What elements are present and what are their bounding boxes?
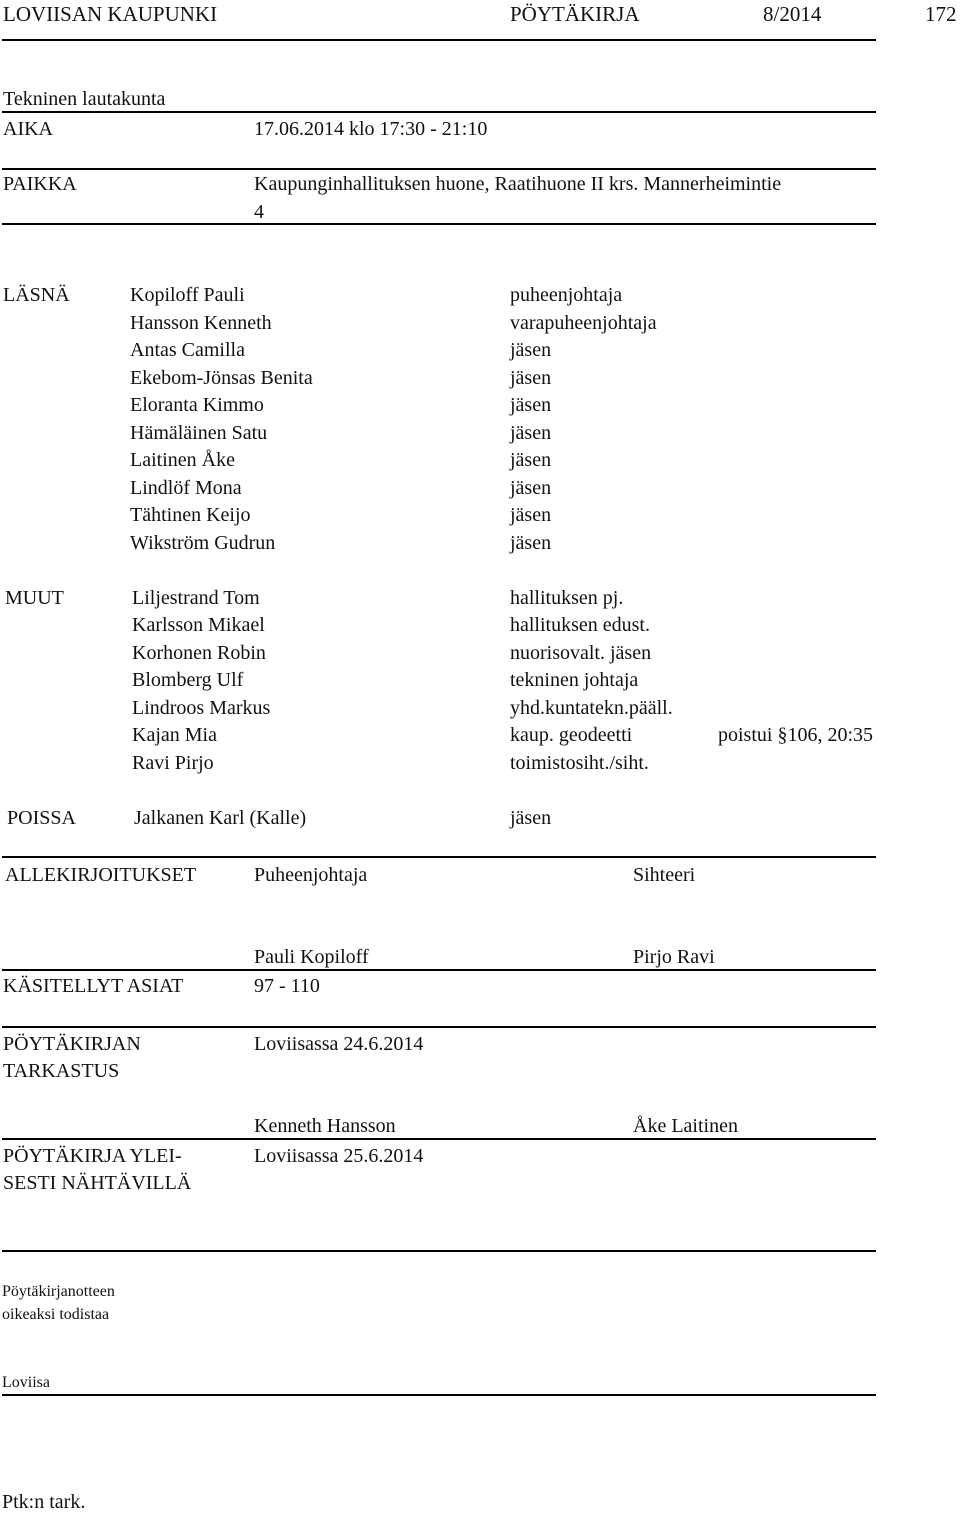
member-name: Hämäläinen Satu <box>130 422 268 444</box>
member-name: Ekebom-Jönsas Benita <box>130 367 313 389</box>
member-name: Tähtinen Keijo <box>130 504 251 526</box>
member-role: jäsen <box>510 394 552 416</box>
place-value: Kaupunginhallituksen huone, Raatihuone II krs. Mannerheimintie <box>254 173 782 195</box>
review-label-continued: TARKASTUS <box>3 1060 120 1082</box>
member-role: jäsen <box>510 504 552 526</box>
footer-place: Loviisa <box>2 1374 50 1391</box>
member-name: Antas Camilla <box>130 339 245 361</box>
public-label-continued: SESTI NÄHTÄVILLÄ <box>3 1172 192 1194</box>
member-role: hallituksen edust. <box>510 614 650 636</box>
certify-label: Pöytäkirjanotteen <box>2 1283 115 1300</box>
divider <box>2 856 876 858</box>
member-name: Karlsson Mikael <box>132 614 265 636</box>
member-role: puheenjohtaja <box>510 284 623 306</box>
footer-line <box>2 1394 876 1396</box>
member-name: Korhonen Robin <box>132 642 266 664</box>
chair-title: Puheenjohtaja <box>254 864 368 886</box>
absent-role: jäsen <box>510 807 552 829</box>
member-role: jäsen <box>510 477 552 499</box>
reviewer-name: Åke Laitinen <box>633 1115 738 1137</box>
member-name: Blomberg Ulf <box>132 669 244 691</box>
certify-label-continued: oikeaksi todistaa <box>2 1306 110 1323</box>
organization-name: LOVIISAN KAUPUNKI <box>3 2 218 26</box>
secretary-name: Pirjo Ravi <box>633 946 715 968</box>
reviewer-signature-line <box>2 1138 876 1140</box>
handled-value: 97 - 110 <box>254 975 320 997</box>
member-role: nuorisovalt. jäsen <box>510 642 652 664</box>
time-label: AIKA <box>3 118 53 140</box>
member-name: Liljestrand Tom <box>132 587 260 609</box>
member-role: jäsen <box>510 339 552 361</box>
member-name: Laitinen Åke <box>130 449 235 471</box>
chair-name: Pauli Kopiloff <box>254 946 369 968</box>
absent-name: Jalkanen Karl (Kalle) <box>134 807 307 829</box>
member-role: yhd.kuntatekn.pääll. <box>510 697 673 719</box>
member-name: Kopiloff Pauli <box>130 284 245 306</box>
member-note: poistui §106, 20:35 <box>718 724 874 746</box>
member-role: jäsen <box>510 449 552 471</box>
ptk-tark-label: Ptk:n tark. <box>2 1491 86 1513</box>
others-label: MUUT <box>5 587 64 609</box>
member-role: kaup. geodeetti <box>510 724 633 746</box>
member-name: Hansson Kenneth <box>130 312 272 334</box>
divider <box>2 1250 876 1252</box>
review-value: Loviisassa 24.6.2014 <box>254 1033 424 1055</box>
public-label: PÖYTÄKIRJA YLEI- <box>3 1145 182 1167</box>
public-value: Loviisassa 25.6.2014 <box>254 1145 424 1167</box>
divider <box>2 1026 876 1028</box>
absent-label: POISSA <box>7 807 76 829</box>
signatures-label: ALLEKIRJOITUKSET <box>5 864 197 886</box>
member-name: Kajan Mia <box>132 724 217 746</box>
member-role: hallituksen pj. <box>510 587 624 609</box>
place-value-continued: 4 <box>254 201 264 223</box>
member-name: Eloranta Kimmo <box>130 394 264 416</box>
member-role: varapuheenjohtaja <box>510 312 657 334</box>
divider <box>2 223 876 225</box>
reviewer-name: Kenneth Hansson <box>254 1115 396 1137</box>
member-role: toimistosiht./siht. <box>510 752 649 774</box>
divider <box>2 168 876 170</box>
document-type: PÖYTÄKIRJA <box>510 2 640 26</box>
member-role: jäsen <box>510 422 552 444</box>
committee-name: Tekninen lautakunta <box>3 88 166 110</box>
time-value: 17.06.2014 klo 17:30 - 21:10 <box>254 118 488 140</box>
present-label: LÄSNÄ <box>3 284 70 306</box>
member-name: Lindroos Markus <box>132 697 271 719</box>
signature-line <box>2 969 876 971</box>
review-label: PÖYTÄKIRJAN <box>3 1033 141 1055</box>
member-role: tekninen johtaja <box>510 669 639 691</box>
document-number: 8/2014 <box>763 2 822 26</box>
divider <box>2 111 876 113</box>
member-role: jäsen <box>510 532 552 554</box>
place-label: PAIKKA <box>3 173 77 195</box>
member-name: Ravi Pirjo <box>132 752 214 774</box>
page-number: 172 <box>925 2 957 26</box>
member-role: jäsen <box>510 367 552 389</box>
member-name: Wikström Gudrun <box>130 532 276 554</box>
member-name: Lindlöf Mona <box>130 477 242 499</box>
secretary-title: Sihteeri <box>633 864 696 886</box>
handled-label: KÄSITELLYT ASIAT <box>3 975 184 997</box>
header-divider <box>2 39 876 41</box>
